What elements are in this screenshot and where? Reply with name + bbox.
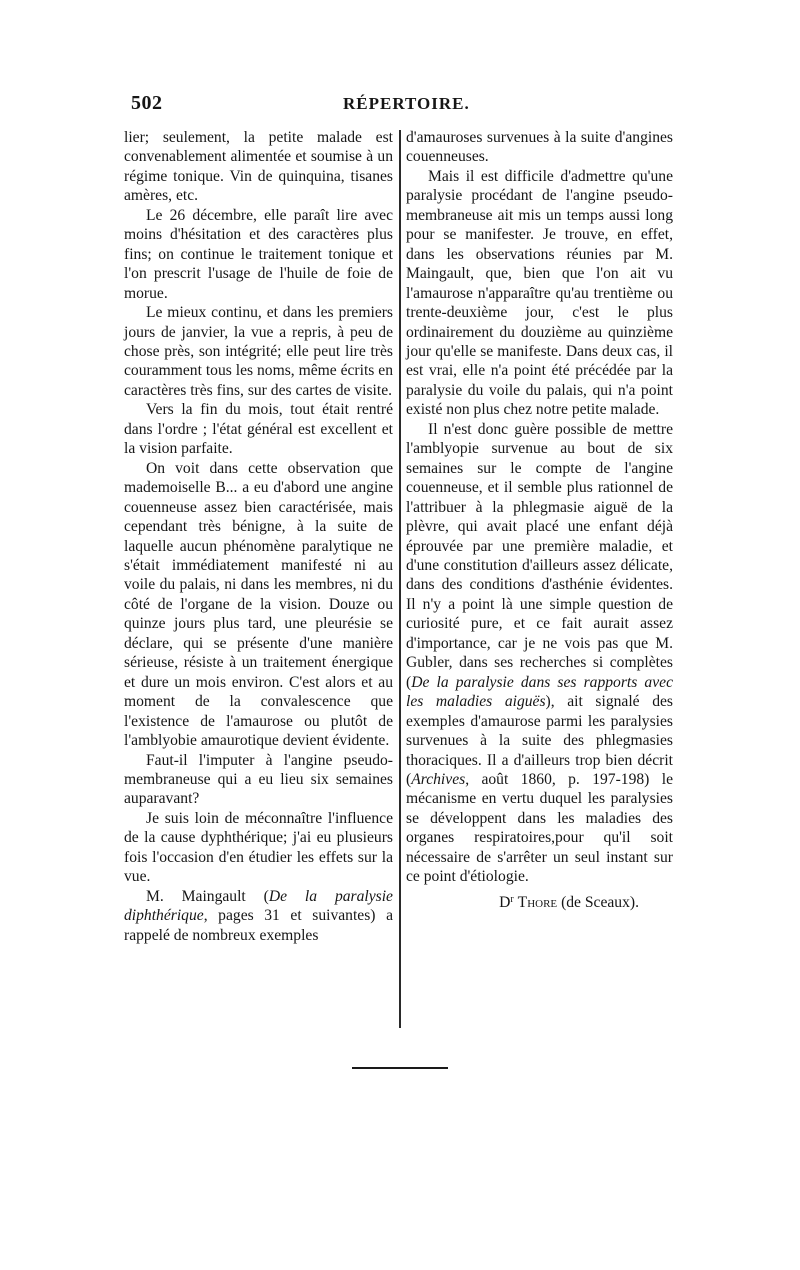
paragraph: Faut-il l'imputer à l'angine pseudo-membraneuse qui a eu lieu six semaines auparavant?: [124, 751, 393, 808]
paragraph: [124, 887, 393, 945]
paragraph: Le 26 décembre, elle paraît lire avec moins d'hésitation et des caractères plus fins; on continue le traitement tonique et l'on prescrit l'usage de l'huile de foie de morue.: [124, 206, 393, 302]
text-run: , pages 31 et suivantes) a rappelé de nombreux exemples: [124, 907, 393, 944]
work-title: De la paralysie dans ses rapports avec les maladies aiguës: [406, 673, 673, 711]
book-title: De la paralysie diphthérique: [124, 887, 393, 925]
paragraph: On voit dans cette observation que mademoiselle B... a eu d'abord une angine couenneuse assez bien caractérisée, mais cependant très bénigne, à la suite de laquelle aucun phénomène paralytique ne s'était immédiatement manifesté ni au voile du palais, ni dans les membres, ni du côté de l'organe de la vision. Douze ou quinze jours plus tard, une pleurésie se déclare, qui se présente d'une manière sérieuse, résiste à un traitement énergique et dure un mois environ. C'est alors et au moment de la convalescence que l'existence de l'amaurose ou plutôt de l'amblyobie amaurotique devient évidente.: [124, 459, 393, 750]
author-place: (de Sceaux).: [561, 893, 639, 911]
right-column: [406, 128, 673, 912]
author-name: Thore: [517, 893, 558, 911]
paragraph: [406, 420, 673, 887]
paragraph: Le mieux continu, et dans les premiers jours de janvier, la vue a repris, à peu de chose près, son intégrité; elle peut lire très couramment tous les noms, même écrits en caractères très fins, sur des cartes de visite.: [124, 304, 393, 399]
paragraph: Mais il est difficile d'admettre qu'une paralysie procédant de l'angine pseudo-membraneuse ait mis un temps aussi long pour se manifester. Je trouve, en effet, dans les observations réunies par M. Maingault, que, bien que l'on ait vu l'amaurose n'apparaître qu'au trentième ou trente-deuxième jour, c'est le plus ordinairement du douzième au quinzième jour qu'elle se manifeste. Dans deux cas, il est vrai, elle n'a point été précédée par la paralysie du voile du palais, qui n'a point existé non plus chez notre petite malade.: [406, 167, 673, 419]
end-rule: [352, 1067, 448, 1069]
text-run: ), ait signalé des exemples d'amaurose parmi les paralysies survenues à la suite des phlegmasies thoraciques. Il a d'ailleurs trop bien décrit (: [406, 693, 673, 788]
page-number: 502: [131, 92, 163, 114]
author-signature: [406, 893, 673, 912]
text-run: Il n'est donc guère possible de mettre l'amblyopie survenue au bout de six semaines sur le compte de l'angine couenneuse, et il semble plus rationnel de l'attribuer à la phlegmasie aiguë de la plèvre, qui avait placé une enfant déjà éprouvée par une première maladie, et d'une constitution d'ailleurs assez délicate, dans des conditions d'asthénie évidentes. Il n'y a point là une simple question de curiosité pure, et ce fait aurait assez d'importance, car je ne vois pas que M. Gubler, dans ses recherches si complètes (: [406, 420, 673, 691]
column-divider: [399, 130, 401, 1028]
running-head: RÉPERTOIRE.: [343, 94, 470, 113]
paragraph: d'amauroses survenues à la suite d'angines couenneuses.: [406, 129, 673, 166]
text-run: , août 1860, p. 197-198) le mécanisme en vertu duquel les paralysies se développent dans les maladies des organes respiratoires,pour qu'il soit nécessaire de s'arrêter un seul instant sur ce point d'étiologie.: [406, 770, 673, 886]
text-run: M. Maingault (: [146, 887, 269, 905]
paragraph: lier; seulement, la petite malade est convenablement alimentée et soumise à un régime tonique. Vin de quinquina, tisanes amères, etc.: [124, 129, 393, 205]
signature-prefix: D: [499, 893, 511, 911]
paragraph: Vers la fin du mois, tout était rentré dans l'ordre ; l'état général est excellent et la vision parfaite.: [124, 401, 393, 458]
left-column: [124, 128, 393, 945]
journal-title: Archives: [411, 770, 466, 788]
paragraph: Je suis loin de méconnaître l'influence de la cause dyphthérique; j'ai eu plusieurs fois l'occasion d'en étudier les effets sur la vue.: [124, 809, 393, 886]
page-header: [131, 92, 674, 118]
signature-superscript: r: [510, 893, 514, 905]
